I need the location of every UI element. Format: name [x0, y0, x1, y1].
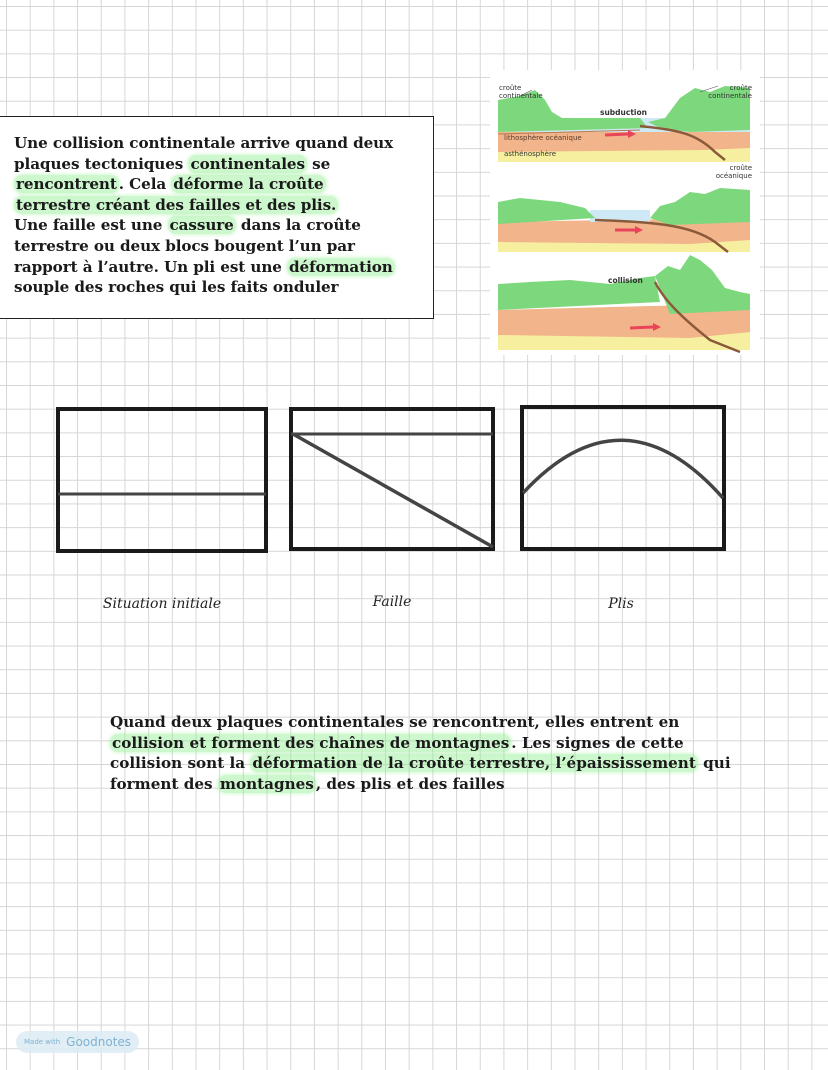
- conclusion-paragraph: [110, 712, 750, 794]
- text-line: [14, 215, 433, 236]
- highlighted-text: rencontrent: [16, 175, 117, 194]
- collision-panel: [498, 255, 750, 352]
- highlighted-text: déformation: [289, 257, 393, 276]
- text-segment: souple des roches qui les faits onduler: [14, 278, 339, 297]
- text-segment: . Cela: [118, 175, 172, 194]
- text-segment: dans la croûte: [235, 216, 361, 235]
- text-line: [14, 154, 433, 175]
- text-segment: Quand deux plaques continentales se rencontrent, elles entrent en: [110, 713, 680, 731]
- highlighted-text: continentales: [190, 154, 305, 173]
- label-subduction: subduction: [600, 108, 647, 117]
- caption-fault: Faille: [372, 594, 412, 610]
- highlighted-text: terrestre créant des failles et des plis.: [16, 195, 337, 214]
- label-crust-left-2: continentale: [499, 92, 543, 100]
- caption-folds: Plis: [608, 596, 634, 612]
- text-line: [14, 257, 433, 278]
- text-segment: . Les signes de cette: [511, 733, 684, 752]
- closing-ocean-panel: [498, 188, 750, 252]
- plate-collision-illustration: [490, 70, 760, 355]
- label-crust-left-1: croûte: [499, 84, 522, 92]
- highlighted-text: montagnes: [219, 774, 314, 793]
- text-line: [110, 753, 750, 774]
- label-crust-right-1: croûte: [729, 84, 752, 92]
- highlighted-text: cassure: [169, 216, 234, 235]
- highlighted-text: déforme la croûte: [173, 175, 324, 194]
- text-line: [110, 774, 750, 795]
- highlighted-text: déformation de la croûte terrestre, l’épaississement: [252, 754, 696, 773]
- text-line: [14, 277, 433, 298]
- label-asthenosphere: asthénosphère: [504, 150, 557, 158]
- text-segment: qui: [697, 754, 731, 773]
- text-segment: collision sont la: [110, 754, 251, 773]
- label-oceanic-crust-2: océanique: [715, 172, 752, 180]
- text-segment: , des plis et des failles: [315, 774, 505, 793]
- text-segment: rapport à l’autre. Un pli est une: [14, 257, 288, 276]
- text-line: [110, 712, 750, 733]
- plate-collision-figure: [490, 70, 760, 355]
- text-segment: terrestre ou deux blocs bougent l’un par: [14, 236, 355, 255]
- text-segment: Une faille est une: [14, 216, 168, 235]
- made-with-label: Made with: [24, 1038, 61, 1046]
- text-segment: plaques tectoniques: [14, 154, 189, 173]
- text-segment: Une collision continentale arrive quand deux: [14, 134, 394, 152]
- intro-paragraph: [14, 133, 433, 298]
- caption-initial-situation: Situation initiale: [102, 596, 222, 612]
- label-collision: collision: [608, 276, 643, 285]
- goodnotes-badge[interactable]: [16, 1031, 139, 1053]
- text-segment: se: [306, 154, 331, 173]
- label-lithosphere: lithosphère océanique: [504, 134, 582, 142]
- highlighted-text: collision et forment des chaînes de montagnes: [112, 733, 510, 752]
- text-line: [110, 733, 750, 754]
- text-line: [14, 174, 433, 195]
- text-line: [14, 195, 433, 216]
- fold-diagram: [520, 405, 728, 553]
- initial-situation-diagram: [56, 407, 270, 555]
- goodnotes-label: Goodnotes: [66, 1035, 132, 1049]
- label-crust-right-2: continentale: [708, 92, 752, 100]
- text-segment: forment des: [110, 774, 218, 793]
- label-oceanic-crust-1: croûte: [729, 164, 752, 172]
- fault-diagram: [289, 407, 497, 553]
- intro-text-box: [0, 116, 434, 319]
- text-line: [14, 133, 433, 154]
- text-line: [14, 236, 433, 257]
